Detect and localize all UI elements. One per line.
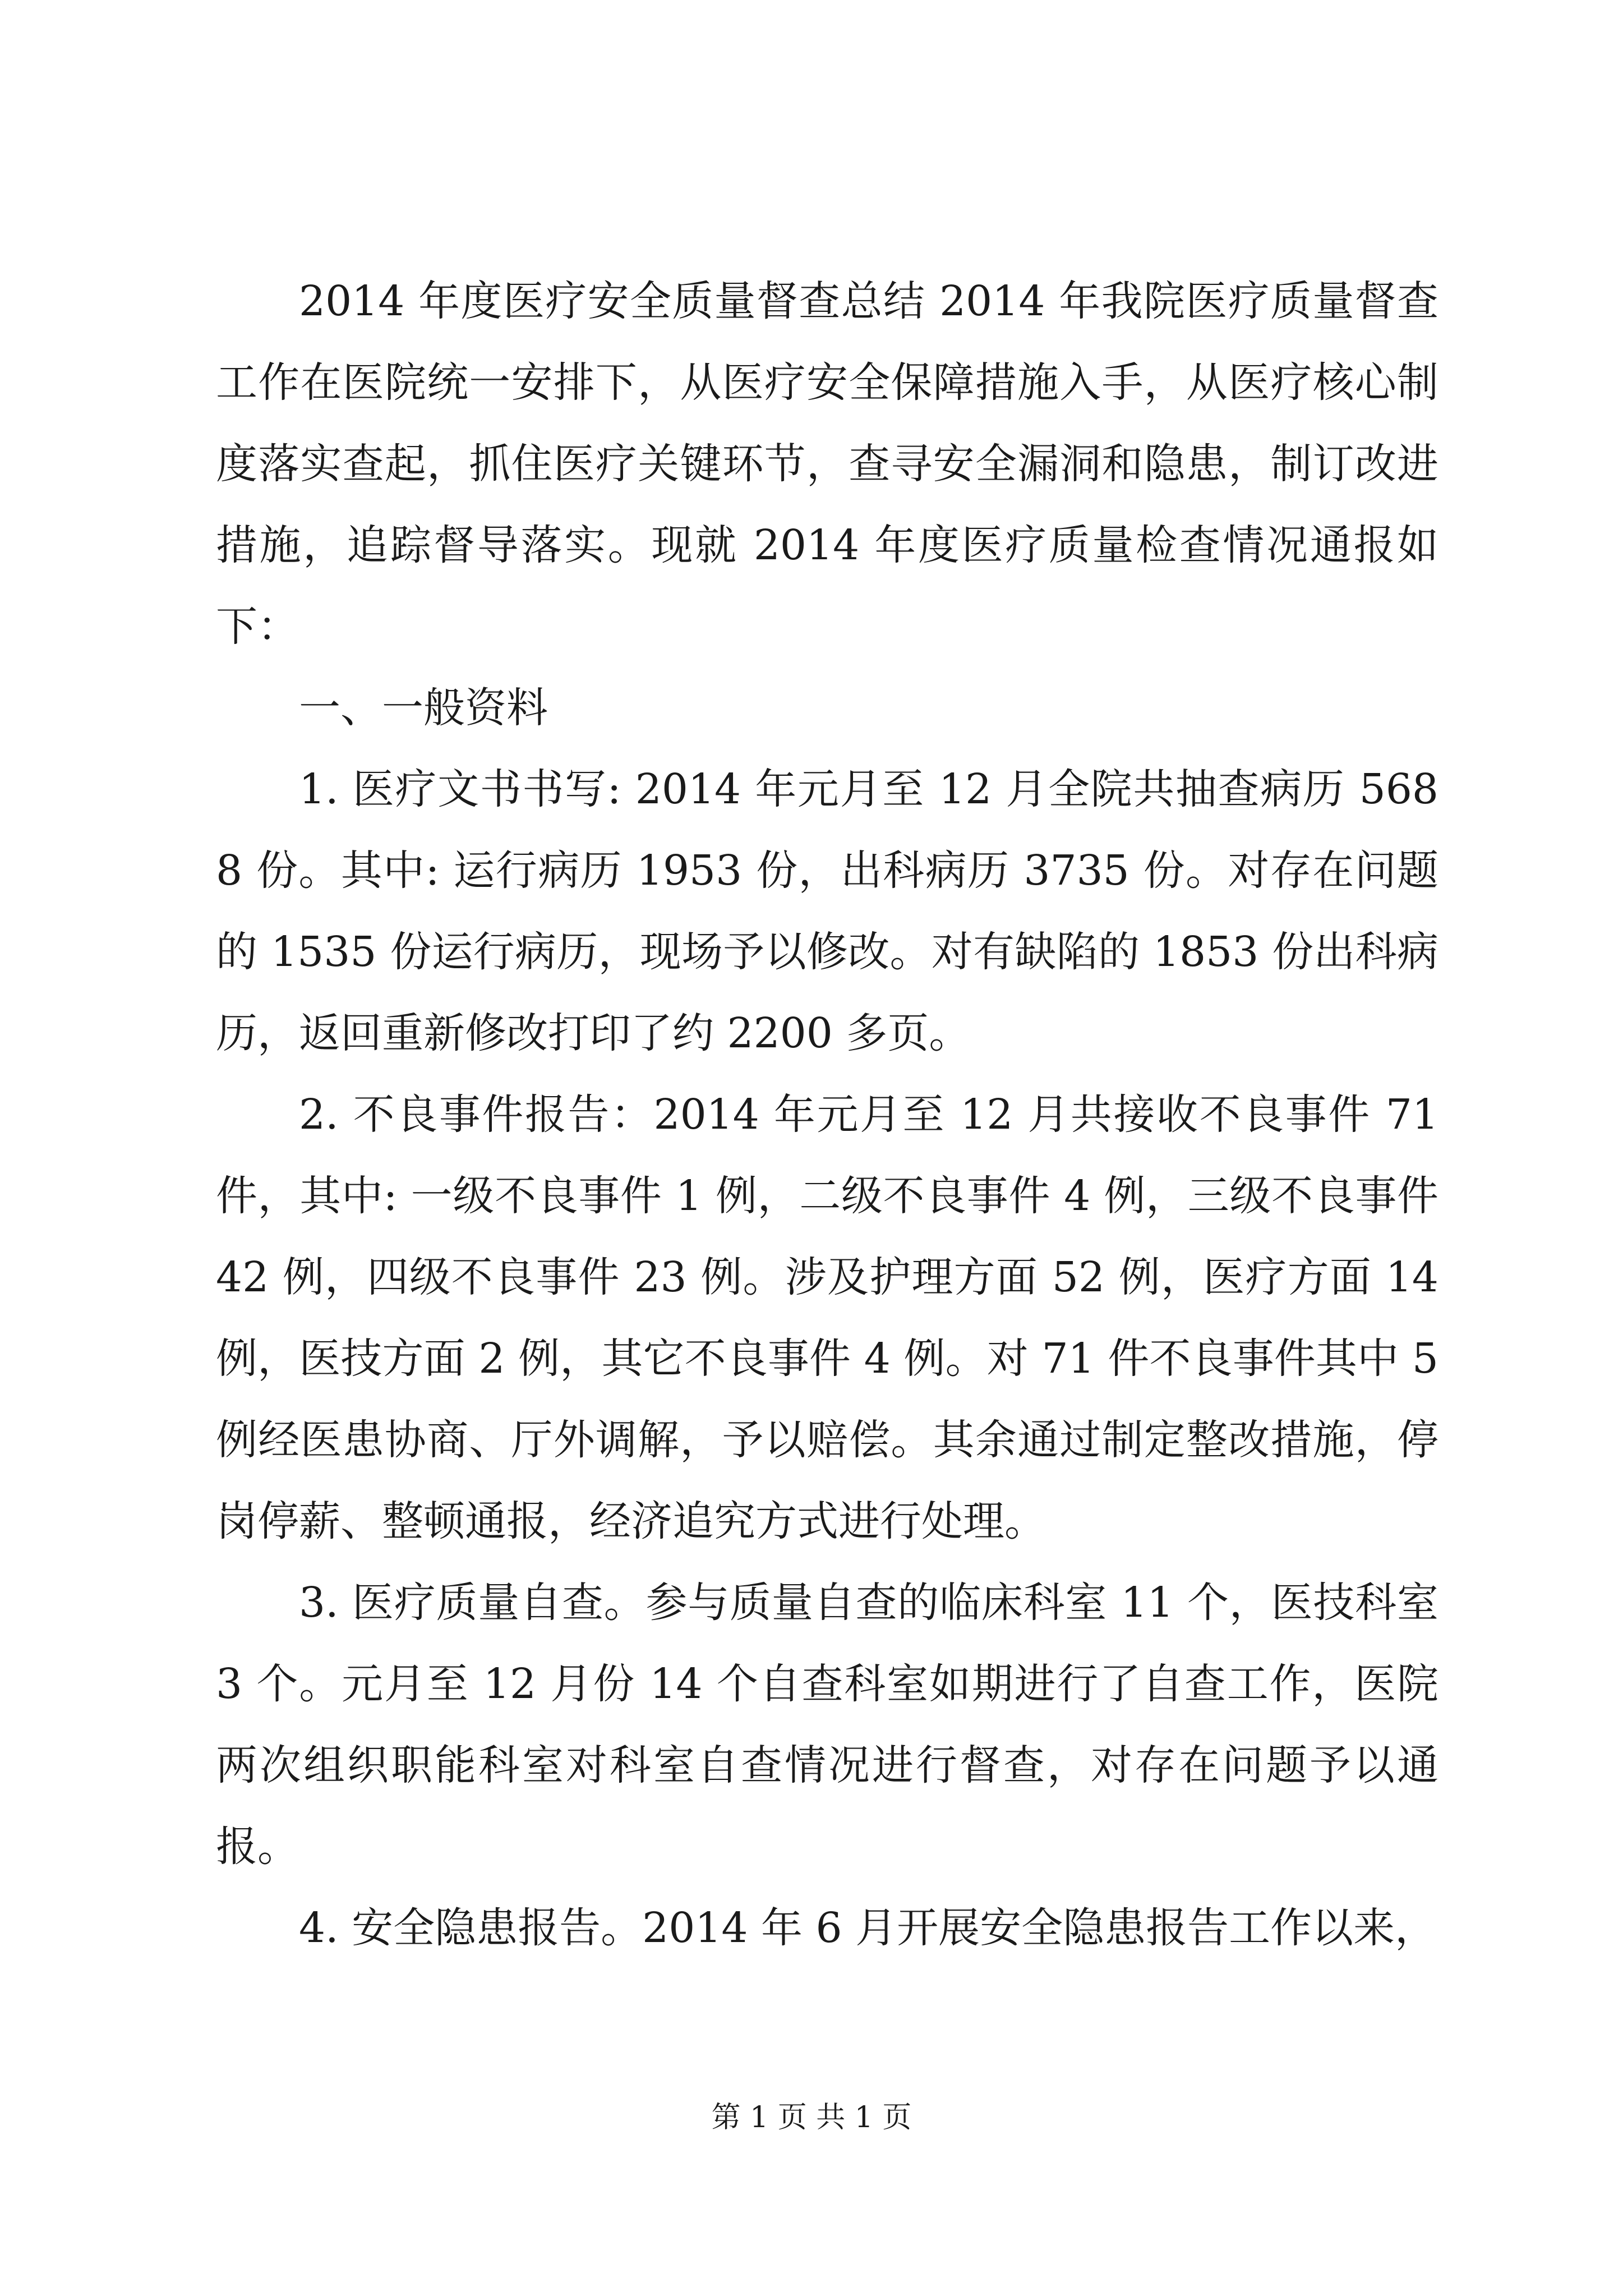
section-heading-general: 一、一般资料 xyxy=(299,684,548,732)
paragraph-adverse-events: 2. 不良事件报告：2014 年元月至 12 月共接收不良事件 71 件，其中: 一级不良事件 1 例，二级不良事件 4 例，三级不良事件 42 例，四级不良事件 23 例。涉及护理方面 52 例，医疗方面 14 例，医技方面 2 例，其它不良事件 4 例。对 71 件不良事件其中 5 例经医患协商、厅外调解，予以赔偿。其余通过制定整改措施，停岗停薪、整顿通报，经济追究方式进行处理。 xyxy=(216,1091,1438,1545)
document-body xyxy=(216,261,1438,1969)
page-number: 第 1 页 共 1 页 xyxy=(711,2101,912,2134)
paragraph-self-inspection: 3. 医疗质量自查。参与质量自查的临床科室 11 个，医技科室 3 个。元月至 12 月份 14 个自查科室如期进行了自查工作，医院两次组织职能科室对科室自查情况进行督查，对存在问题予以通报。 xyxy=(216,1579,1438,1871)
page-footer xyxy=(0,2098,1623,2137)
paragraph-intro: 2014 年度医疗安全质量督查总结 2014 年我院医疗质量督查工作在医院统一安排下，从医疗安全保障措施入手，从医疗核心制度落实查起，抓住医疗关键环节，查寻安全漏洞和隐患，制订改进措施，追踪督导落实。现就 2014 年度医疗质量检查情况通报如下： xyxy=(216,277,1438,651)
paragraph-medical-records: 1. 医疗文书书写: 2014 年元月至 12 月全院共抽查病历 5688 份。其中: 运行病历 1953 份，出科病历 3735 份。对存在问题的 1535 份运行病历，现场予以修改。对有缺陷的 1853 份出科病历，返回重新修改打印了约 2200 多页。 xyxy=(216,765,1438,1057)
paragraph-safety-hazard: 4. 安全隐患报告。2014 年 6 月开展安全隐患报告工作以来， xyxy=(299,1904,1437,1952)
